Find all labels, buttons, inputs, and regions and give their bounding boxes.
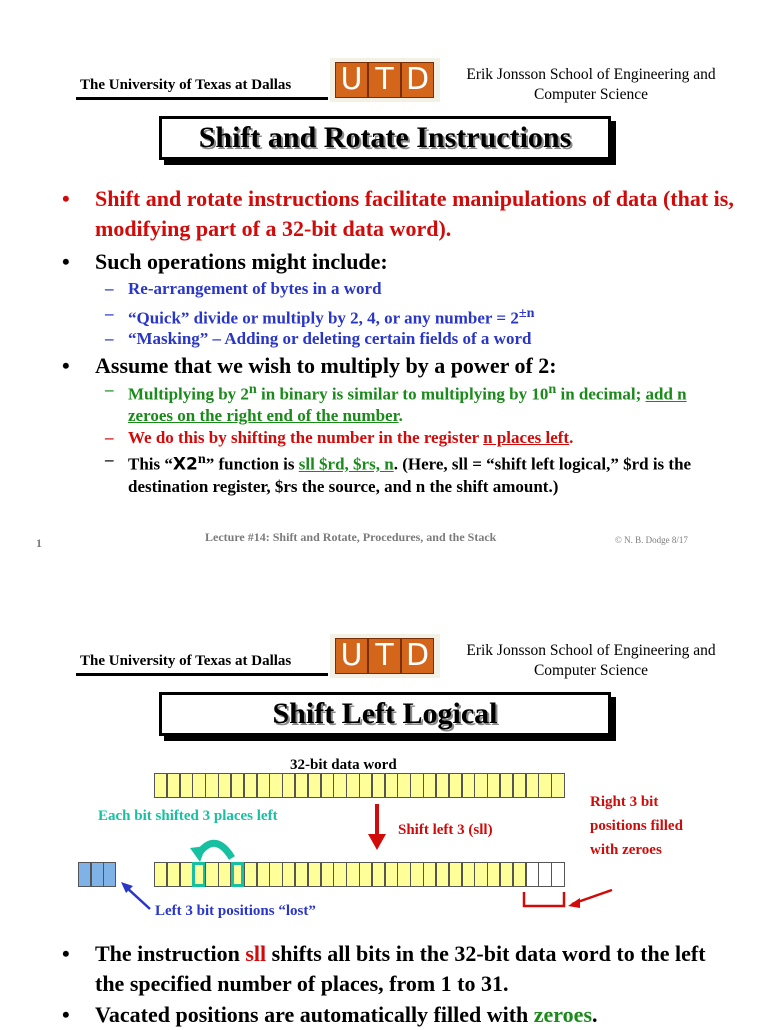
bit-cell: [359, 862, 372, 887]
sub-item-1-text: Re-arrangement of bytes in a word: [128, 279, 382, 298]
bit-cell: [474, 773, 487, 798]
s4-part-b: in binary is similar to multiplying by 10: [256, 384, 549, 404]
right-zeroes-label: Right 3 bit positions filled with zeroes: [590, 794, 683, 858]
bullet-2-text: [95, 1000, 735, 1030]
bit-cell: [295, 773, 308, 798]
lecture-footer: Lecture #14: Shift and Rotate, Procedures, and the Stack: [205, 530, 497, 544]
sub-item-2-main: “Quick” divide or multiply by 2, 4, or any number = 2: [128, 308, 519, 328]
bit-cell: [423, 773, 436, 798]
logo-letter-d: D: [401, 62, 434, 98]
bit-cell: [423, 862, 436, 887]
bullet-1-text: Shift and rotate instructions facilitate manipulations of data (that is, modifying part of a 32-bit data word).: [95, 186, 734, 241]
b1-part-a: The instruction: [95, 941, 246, 966]
school-line-2: Computer Science: [533, 662, 649, 679]
s6-part-c: . (Here, sll = “shift left logical,” $rd is the destination register, $rs the source, and n the shift amount.): [128, 454, 692, 496]
logo-letter-t: T: [368, 62, 401, 98]
b1-sll: sll: [245, 941, 267, 966]
school-line-1: Erik Jonsson School of Engineering and: [466, 642, 716, 659]
university-underline: [76, 673, 328, 676]
bit-cell: [397, 862, 410, 887]
bit-cell: [167, 862, 180, 887]
bit-cell: [462, 773, 475, 798]
slide-2: [0, 576, 768, 1027]
bit-cell: [436, 862, 449, 887]
bit-cell: [487, 862, 500, 887]
bit-cell: [474, 862, 487, 887]
bullet-3-text: Assume that we wish to multiply by a power of 2:: [95, 353, 557, 378]
copyright: © N. B. Dodge 8/17: [615, 535, 688, 545]
curved-arrow-icon: [186, 832, 246, 868]
bit-cell: [257, 773, 270, 798]
bit-cell: [513, 773, 526, 798]
bullet-1-text: [95, 939, 735, 999]
bit-cell: [333, 862, 346, 887]
bit-cell: [462, 862, 475, 887]
s4-end: .: [398, 405, 403, 425]
bit-cell: [436, 773, 449, 798]
bit-cell: [154, 773, 167, 798]
s4-underlined: add n zeroes on the right end of the number: [128, 384, 687, 425]
b1-part-b: shifts all bits in the 32-bit data word to the left the specified number of places, from 1 to 31.: [95, 941, 706, 996]
logo-letter-u: U: [335, 638, 368, 674]
lost-bits: [78, 862, 116, 887]
lost-bit-cell: [91, 862, 104, 887]
sub-item-3-text: “Masking” – Adding or deleting certain fields of a word: [128, 329, 532, 348]
dash-icon: –: [105, 450, 114, 469]
dash-icon: –: [105, 380, 114, 399]
bit-cell: [551, 862, 564, 887]
utd-logo: [330, 58, 440, 102]
bit-cell: [526, 773, 539, 798]
slide-title: Shift and Rotate Instructions: [159, 116, 611, 160]
s4-sup-1: n: [248, 381, 257, 397]
bit-cell: [385, 773, 398, 798]
utd-logo: [330, 634, 440, 678]
bit-cell: [167, 773, 180, 798]
sub-item-6-text: [128, 449, 708, 497]
bit-cell: [308, 773, 321, 798]
bullet-dot-icon: •: [62, 353, 70, 378]
word-label: 32-bit data word: [290, 757, 397, 773]
bullet-dot-icon: •: [62, 1002, 70, 1027]
top-register: [154, 773, 564, 798]
university-name: The University of Texas at Dallas: [80, 77, 292, 93]
bullet-dot-icon: •: [62, 249, 70, 274]
bit-cell: [244, 773, 257, 798]
bracket-icon: [520, 888, 620, 914]
pointer-arrow-icon: [118, 879, 154, 913]
bit-cell: [487, 773, 500, 798]
bit-cell: [372, 862, 385, 887]
bit-cell: [154, 862, 167, 887]
bit-cell: [282, 773, 295, 798]
s5-end: .: [569, 428, 574, 447]
logo-letter-t: T: [368, 638, 401, 674]
bit-cell: [513, 862, 526, 887]
bullet-2-text: Such operations might include:: [95, 249, 388, 274]
bit-cell: [269, 862, 282, 887]
s6-part-a: This “: [128, 454, 173, 474]
s4-sup-2: n: [548, 381, 557, 397]
s6-part-b: ” function is: [205, 454, 299, 474]
bit-cell: [526, 862, 539, 887]
b2-end: .: [592, 1002, 598, 1027]
school-line-2: Computer Science: [533, 86, 649, 103]
bit-cell: [346, 773, 359, 798]
school-name: [446, 641, 736, 681]
bit-cell: [385, 862, 398, 887]
bit-cell: [333, 773, 346, 798]
dash-icon: –: [105, 304, 114, 323]
bit-cell: [321, 862, 334, 887]
bit-cell: [359, 773, 372, 798]
university-underline: [76, 97, 328, 100]
bit-cell: [551, 773, 564, 798]
s6-sup: n: [197, 451, 206, 467]
dash-icon: –: [105, 329, 114, 348]
bit-cell: [192, 773, 205, 798]
bit-cell: [538, 773, 551, 798]
dash-icon: –: [105, 428, 114, 447]
bit-cell: [205, 773, 218, 798]
bit-cell: [449, 773, 462, 798]
bit-cell: [397, 773, 410, 798]
bullet-dot-icon: •: [62, 941, 70, 966]
bullet-dot-icon: •: [62, 186, 70, 211]
page-number: 1: [36, 536, 42, 550]
lost-label: Left 3 bit positions “lost”: [155, 903, 316, 919]
bit-cell: [372, 773, 385, 798]
down-arrow-icon: [366, 802, 388, 852]
university-name: The University of Texas at Dallas: [80, 653, 292, 669]
bit-cell: [346, 862, 359, 887]
bit-cell: [321, 773, 334, 798]
bit-cell: [231, 773, 244, 798]
bit-cell: [180, 773, 193, 798]
lost-bit-cell: [78, 862, 91, 887]
each-bit-label: Each bit shifted 3 places left: [98, 808, 278, 824]
bit-cell: [257, 862, 270, 887]
bit-cell: [218, 773, 231, 798]
s6-x2: X2: [172, 454, 198, 475]
s4-part-a: Multiplying by 2: [128, 384, 249, 404]
bit-cell: [295, 862, 308, 887]
school-line-1: Erik Jonsson School of Engineering and: [466, 66, 716, 83]
school-name: [446, 65, 736, 105]
sub-item-4-text: [128, 379, 708, 426]
b2-zeroes: zeroes: [533, 1002, 593, 1027]
logo-letter-u: U: [335, 62, 368, 98]
slide-title: Shift Left Logical: [159, 692, 611, 736]
bit-cell: [282, 862, 295, 887]
sub-item-2-sup: ±n: [518, 305, 535, 321]
shift-label: Shift left 3 (sll): [398, 822, 493, 838]
bit-cell: [410, 862, 423, 887]
bit-cell: [410, 773, 423, 798]
bit-cell: [308, 862, 321, 887]
bit-cell: [269, 773, 282, 798]
lost-bit-cell: [103, 862, 116, 887]
sub-item-5-text: [128, 427, 708, 448]
bit-cell: [500, 862, 513, 887]
dash-icon: –: [105, 279, 114, 298]
s4-part-c: in decimal;: [556, 384, 646, 404]
s5-part-a: We do this by shifting the number in the register: [128, 428, 484, 447]
logo-letter-d: D: [401, 638, 434, 674]
bit-cell: [538, 862, 551, 887]
b2-part-a: Vacated positions are automatically filled with: [95, 1002, 534, 1027]
s5-underlined: n places left: [483, 428, 570, 447]
bit-cell: [500, 773, 513, 798]
s6-underlined: sll $rd, $rs, n: [298, 454, 394, 474]
bit-cell: [449, 862, 462, 887]
sub-item-2-text: [128, 303, 708, 329]
